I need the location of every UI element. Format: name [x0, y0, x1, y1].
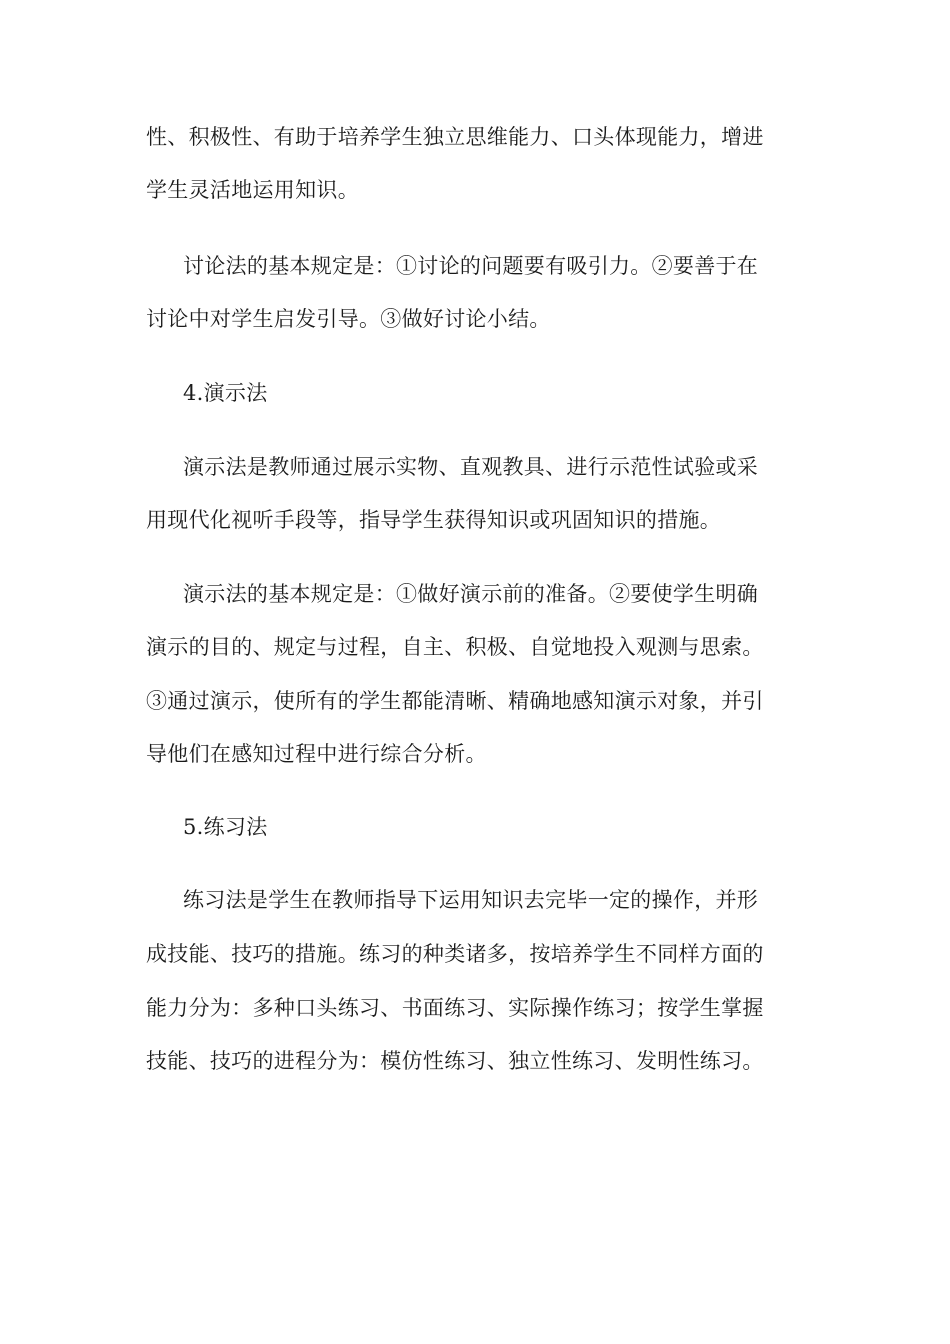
paragraph-4-line-1: 演示法的基本规定是：①做好演示前的准备。②要使学生明确 — [183, 582, 759, 606]
paragraph-4-line-2: 演示的目的、规定与过程，自主、积极、自觉地投入观测与思索。 — [146, 635, 764, 659]
paragraph-5-line-4: 技能、技巧的进程分为：模仿性练习、独立性练习、发明性练习。 — [146, 1049, 764, 1073]
paragraph-3-line-2: 用现代化视听手段等，指导学生获得知识或巩固知识的措施。 — [146, 508, 722, 532]
paragraph-1-line-2: 学生灵活地运用知识。 — [146, 178, 359, 202]
section-heading-4: 4.演示法 — [183, 381, 268, 405]
paragraph-5-line-2: 成技能、技巧的措施。练习的种类诸多，按培养学生不同样方面的 — [146, 942, 764, 966]
paragraph-1-line-1: 性、积极性、有助于培养学生独立思维能力、口头体现能力，增进 — [146, 125, 764, 149]
paragraph-4-line-4: 导他们在感知过程中进行综合分析。 — [146, 742, 487, 766]
section-heading-5: 5.练习法 — [183, 815, 268, 839]
paragraph-5-line-1: 练习法是学生在教师指导下运用知识去完毕一定的操作，并形 — [183, 888, 759, 912]
paragraph-2-line-1: 讨论法的基本规定是：①讨论的问题要有吸引力。②要善于在 — [183, 254, 759, 278]
paragraph-2-line-2: 讨论中对学生启发引导。③做好讨论小结。 — [146, 307, 551, 331]
paragraph-5-line-3: 能力分为：多种口头练习、书面练习、实际操作练习；按学生掌握 — [146, 996, 764, 1020]
paragraph-4-line-3: ③通过演示，使所有的学生都能清晰、精确地感知演示对象，并引 — [146, 689, 764, 713]
paragraph-3-line-1: 演示法是教师通过展示实物、直观教具、进行示范性试验或采 — [183, 455, 759, 479]
